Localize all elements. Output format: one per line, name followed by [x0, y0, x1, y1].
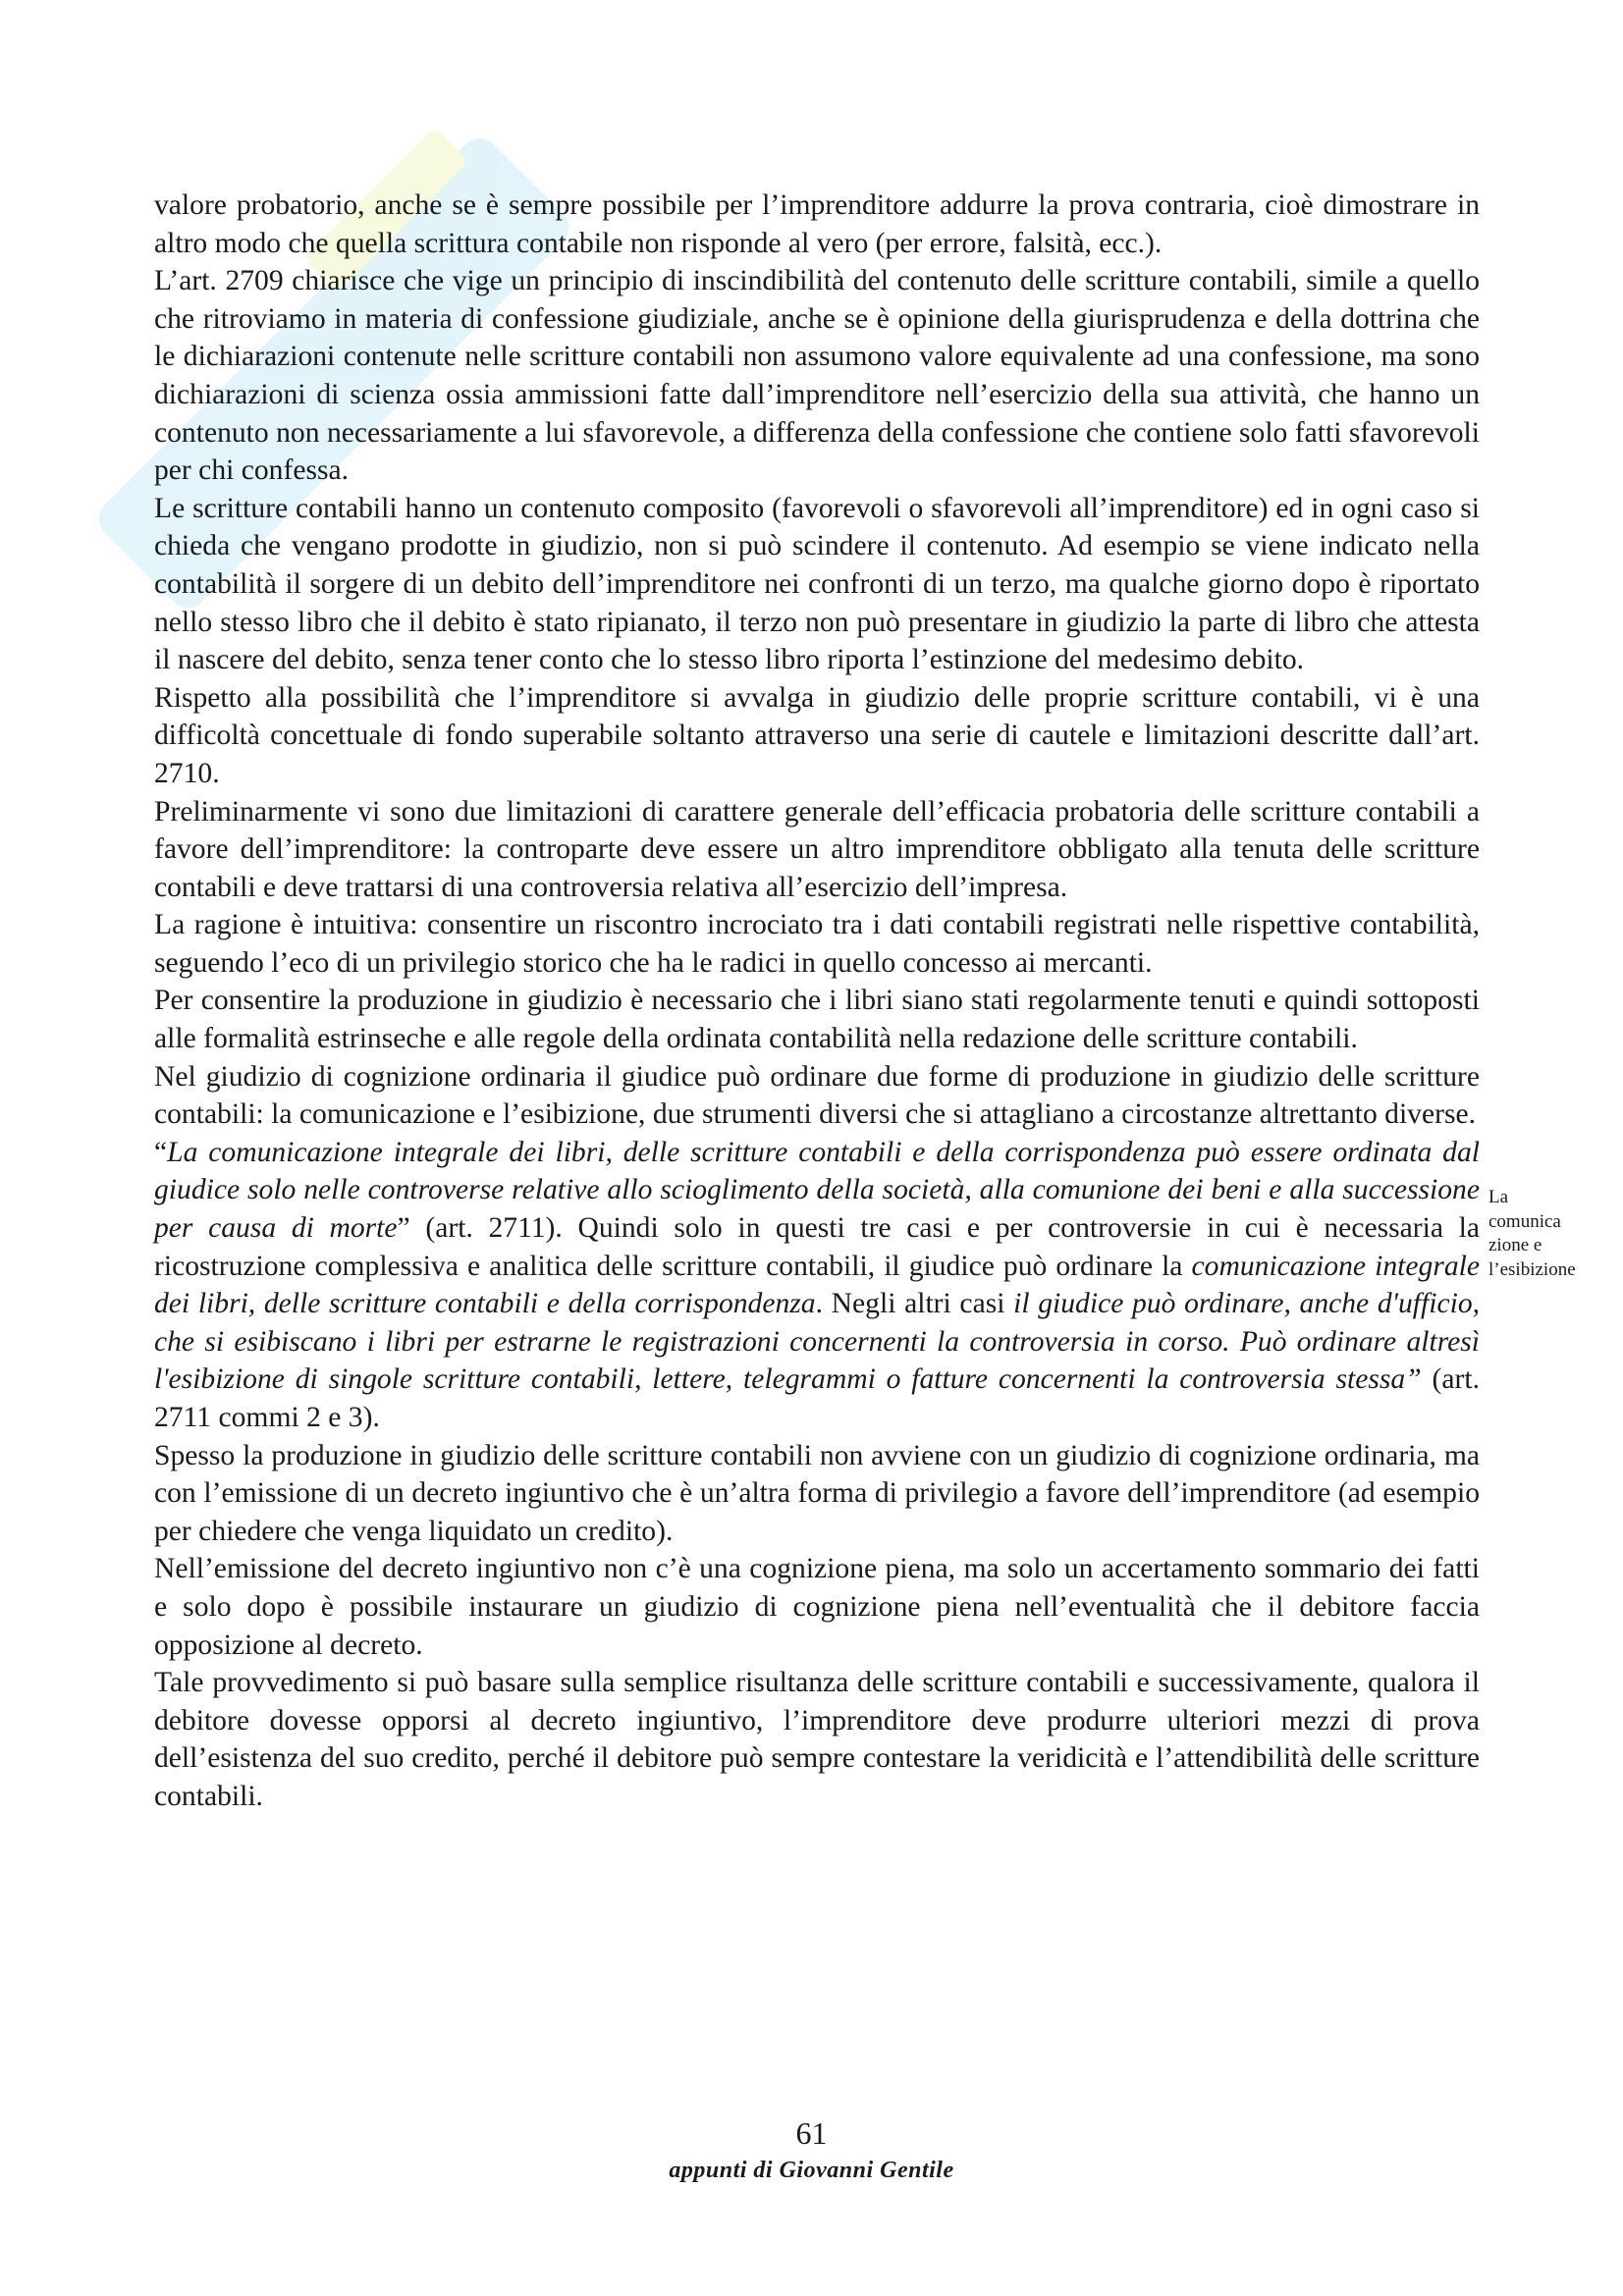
paragraph-7: Per consentire la produzione in giudizio è necessario che i libri siano stati regolarmente tenuti e quindi sottoposti alle formalità estrinseche e alle regole della ordinata contabilità nella redazione delle scritture contabili.: [154, 985, 1480, 1055]
margin-note-line-4: l’esibizione: [1488, 1258, 1576, 1280]
paragraph-4: Rispetto alla possibilità che l’imprenditore si avvalga in giudizio delle proprie scritture contabili, vi è una difficoltà concettuale di fondo superabile soltanto attraverso una serie di cautele e limitazioni descritte dall’art. 2710.: [154, 681, 1480, 789]
paragraph-10: Spesso la produzione in giudizio delle scritture contabili non avviene con un giudizio di cognizione ordinaria, ma con l’emissione di un decreto ingiuntivo che è un’altra forma di privilegio a favore dell’imprenditore (ad esempio per chiedere che venga liquidato un credito).: [154, 1439, 1480, 1547]
document-body: [154, 187, 1480, 1816]
quoted-law-text-2: il giudice può ordinare, anche d'ufficio, che si esibiscano i libri per estrarne le registrazioni concernenti la controversia in corso. Può ordinare altresì l'esibizione di singole scritture contabili, lettere, telegrammi o fatture concernenti la controversia stessa”: [154, 1288, 1481, 1396]
page-number: 61: [795, 2115, 828, 2151]
paragraph-9-text-1: ” (art. 2711). Quindi solo in questi tre casi e per controversie in cui è necessaria la ricostruzione complessiva e analitica delle scritture contabili, il giudice può ordinare la: [154, 1212, 1480, 1282]
footer-signature: appunti di Giovanni Gentile: [669, 2158, 954, 2183]
paragraph-5: Preliminarmente vi sono due limitazioni di carattere generale dell’efficacia probatoria delle scritture contabili a favore dell’imprenditore: la controparte deve essere un altro imprenditore obbligato alla tenuta delle scritture contabili e deve trattarsi di una controversia relativa all’esercizio dell’impresa.: [154, 795, 1480, 903]
quote-open: “: [154, 1136, 168, 1168]
paragraph-6: La ragione è intuitiva: consentire un riscontro incrociato tra i dati contabili registrati nelle rispettive contabilità, seguendo l’eco di un privilegio storico che ha le radici in quello concesso ai mercanti.: [154, 909, 1480, 979]
margin-note-line-3: zione e: [1488, 1235, 1542, 1255]
paragraph-12: Tale provvedimento si può basare sulla semplice risultanza delle scritture contabili e successivamente, qualora il debitore dovesse opporsi al decreto ingiuntivo, l’imprenditore deve produrre ulteriori mezzi di prova dell’esistenza del suo credito, perché il debitore può sempre contestare la veridicità e l’attendibilità delle scritture contabili.: [154, 1667, 1480, 1812]
quoted-law-text: La comunicazione integrale dei libri, delle scritture contabili e della corrispondenza può essere ordinata dal giudice solo nelle controverse relative allo scioglimento della società, alla comunione dei beni e alla successione per causa di morte: [154, 1136, 1480, 1245]
margin-note: [1488, 1186, 1606, 1282]
paragraph-1: valore probatorio, anche se è sempre possibile per l’imprenditore addurre la prova contraria, cioè dimostrare in altro modo che quella scrittura contabile non risponde al vero (per errore, falsità, ecc.).: [154, 189, 1480, 259]
paragraph-2: L’art. 2709 chiarisce che vige un principio di inscindibilità del contenuto delle scritture contabili, simile a quello che ritroviamo in materia di confessione giudiziale, anche se è opinione della giurisprudenza e della dottrina che le dichiarazioni contenute nelle scritture contabili non assumono valore equivalente ad una confessione, ma sono dichiarazioni di scienza ossia ammissioni fatte dall’imprenditore nell’esercizio della sua attività, che hanno un contenuto non necessariamente a lui sfavorevole, a differenza della confessione che contiene solo fatti sfavorevoli per chi confessa.: [154, 265, 1480, 487]
paragraph-11: Nell’emissione del decreto ingiuntivo non c’è una cognizione piena, ma solo un accertamento sommario dei fatti e solo dopo è possibile instaurare un giudizio di cognizione piena nell’eventualità che il debitore faccia opposizione al decreto.: [154, 1553, 1480, 1661]
paragraph-8: Nel giudizio di cognizione ordinaria il giudice può ordinare due forme di produzione in giudizio delle scritture contabili: la comunicazione e l’esibizione, due strumenti diversi che si attagliano a circostanze altrettanto diverse.: [154, 1060, 1480, 1131]
margin-note-line-2: comunica: [1488, 1210, 1561, 1232]
paragraph-3: Le scritture contabili hanno un contenuto composito (favorevoli o sfavorevoli all’imprenditore) ed in ogni caso si chieda che vengano prodotte in giudizio, non si può scindere il contenuto. Ad esempio se viene indicato nella contabilità il sorgere di un debito dell’imprenditore nei confronti di un terzo, ma qualche giorno dopo è riportato nello stesso libro che il debito è stato ripianato, il terzo non può presentare in giudizio la parte di libro che attesta il nascere del debito, senza tener conto che lo stesso libro riporta l’estinzione del medesimo debito.: [154, 492, 1480, 676]
paragraph-9-text-2: . Negli altri casi: [815, 1288, 1014, 1320]
emphasis-comunicazione: comunicazione integrale dei libri, delle scritture contabili e della corrispondenza: [154, 1250, 1481, 1320]
paragraph-9: [154, 1134, 1480, 1437]
margin-note-line-1: La: [1488, 1187, 1509, 1207]
paragraph-9-text-3: (art. 2711 commi 2 e 3).: [154, 1363, 1480, 1433]
